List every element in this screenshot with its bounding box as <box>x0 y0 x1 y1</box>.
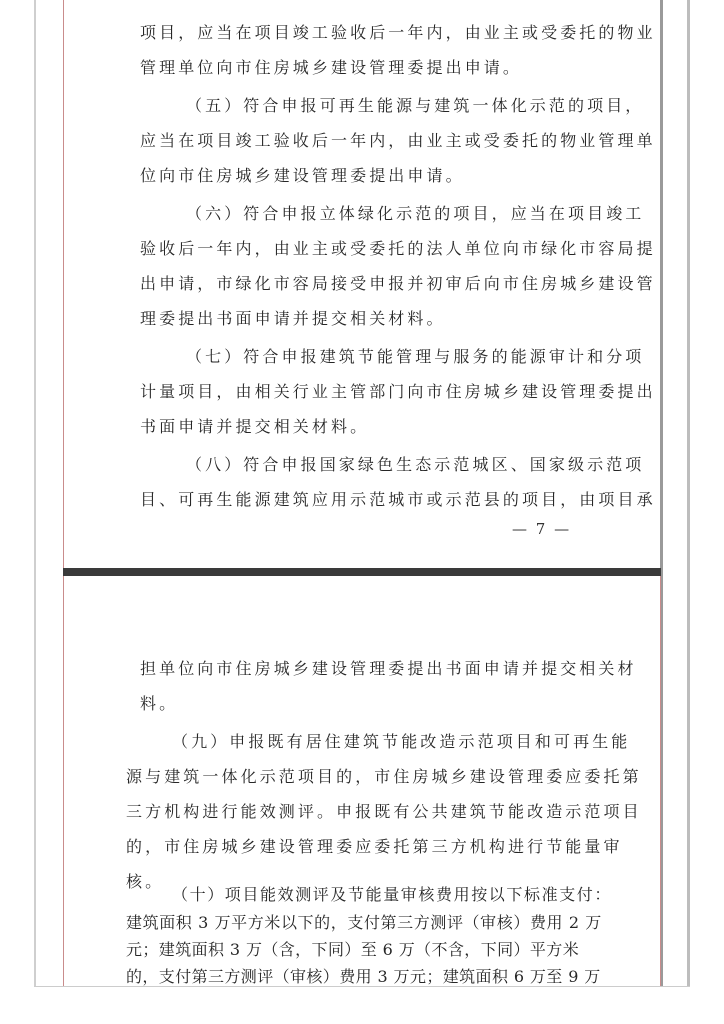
body-text-line: 项目，应当在项目竣工验收后一年内，由业主或受委托的物业 <box>140 23 656 42</box>
body-text-line: 验收后一年内，由业主或受委托的法人单位向市绿化市容局提 <box>140 239 656 258</box>
body-text-line: 书面申请并提交相关材料。 <box>140 417 370 436</box>
body-text-line: 出申请，市绿化市容局接受申报并初审后向市住房城乡建设管 <box>140 274 656 293</box>
paragraph-start-line: （七）符合申报建筑节能管理与服务的能源审计和分项 <box>186 347 645 366</box>
page-edge-left <box>34 0 36 986</box>
body-text-line: 建筑面积 3 万平方米以下的，支付第三方测评（审核）费用 2 万 <box>126 913 602 932</box>
body-text-line: 的，市住房城乡建设管理委应委托第三方机构进行节能量审 <box>126 837 623 856</box>
page-edge-right-outer <box>687 0 690 986</box>
body-text-line: 管理单位向市住房城乡建设管理委提出申请。 <box>140 58 523 77</box>
paragraph-start-line: （九）申报既有居住建筑节能改造示范项目和可再生能 <box>172 732 631 751</box>
body-text-line: 料。 <box>140 694 179 713</box>
page-divider <box>63 568 661 576</box>
body-text-line: 核。 <box>126 872 165 891</box>
body-text-line: 源与建筑一体化示范项目的，市住房城乡建设管理委应委托第 <box>126 767 642 786</box>
page-number: — 7 — <box>512 520 572 538</box>
paragraph-start-line: （五）符合申报可再生能源与建筑一体化示范的项目， <box>186 96 645 115</box>
body-text-line: 理委提出书面申请并提交相关材料。 <box>140 309 446 328</box>
paragraph-start-line: （六）符合申报立体绿化示范的项目，应当在项目竣工 <box>186 204 645 223</box>
body-text-line: 三方机构进行能效测评。申报既有公共建筑节能改造示范项目 <box>126 802 642 821</box>
paragraph-start-line: （八）符合申报国家绿色生态示范城区、国家级示范项 <box>186 455 645 474</box>
body-text-line: 担单位向市住房城乡建设管理委提出书面申请并提交相关材 <box>140 659 637 678</box>
body-text-line: 位向市住房城乡建设管理委提出申请。 <box>140 166 465 185</box>
paragraph-start-line: （十）项目能效测评及节能量审核费用按以下标准支付： <box>172 885 613 904</box>
body-text-line: 元；建筑面积 3 万（含，下同）至 6 万（不含，下同）平方米 <box>126 940 580 959</box>
body-text-line: 目、可再生能源建筑应用示范城市或示范县的项目，由项目承 <box>140 490 656 509</box>
body-text-line: 计量项目，由相关行业主管部门向市住房城乡建设管理委提出 <box>140 382 656 401</box>
body-text-line: 应当在项目竣工验收后一年内，由业主或受委托的物业管理单 <box>140 131 656 150</box>
body-text-line: 的，支付第三方测评（审核）费用 3 万元；建筑面积 6 万至 9 万 <box>126 967 601 986</box>
